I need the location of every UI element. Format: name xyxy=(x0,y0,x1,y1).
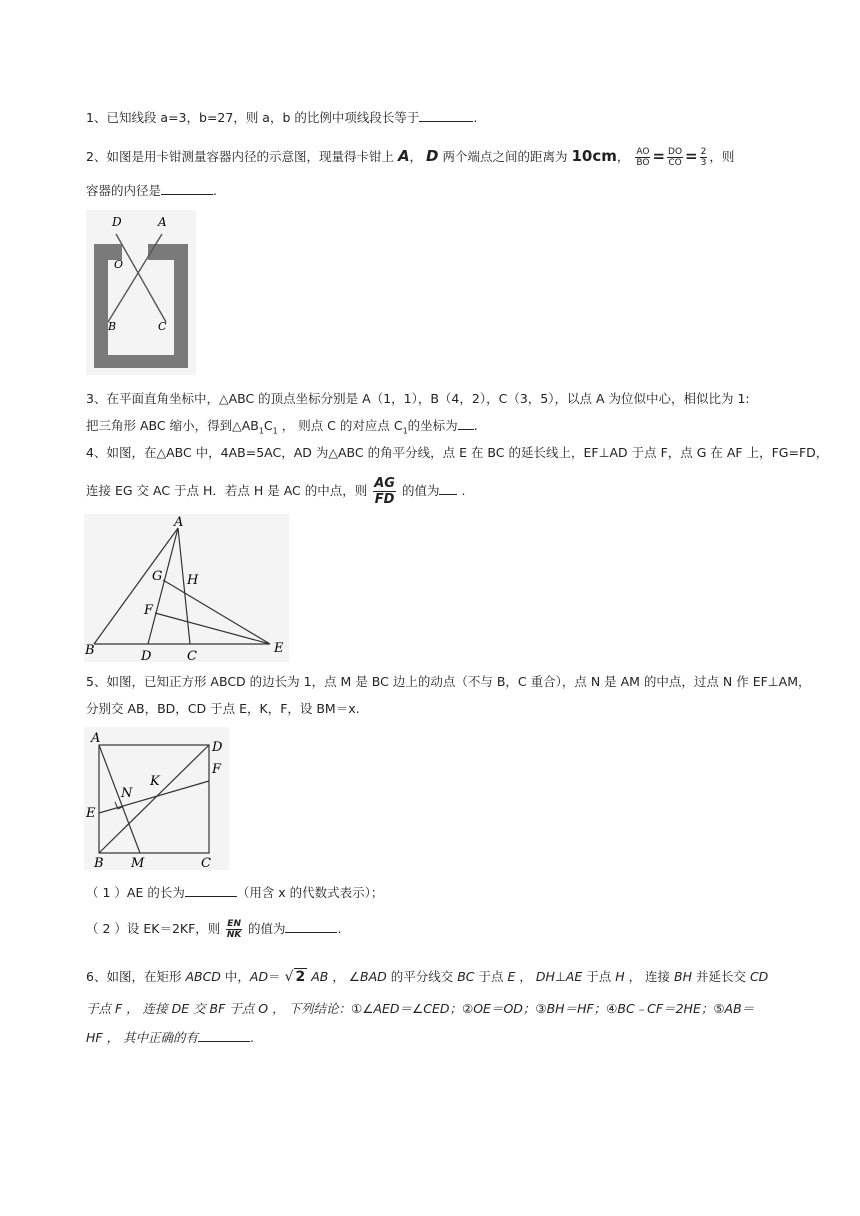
q4-line2a: 连接 EG 交 AC 于点 H．若点 H 是 AC 的中点，则 xyxy=(86,483,372,498)
question-3-line-2 xyxy=(86,416,478,442)
answer-blank xyxy=(285,919,337,933)
q5-line2: 分别交 AB，BD，CD 于点 E，K，F，设 BM＝x. xyxy=(86,701,360,716)
question-4 xyxy=(86,443,828,463)
label-o: O xyxy=(114,258,124,271)
q1-end: . xyxy=(473,110,478,125)
question-5-part-1 xyxy=(86,883,383,903)
q2-end: . xyxy=(213,183,217,198)
question-6-line-2 xyxy=(86,999,754,1019)
q6-h: H xyxy=(615,969,625,984)
q2-equals-2: = xyxy=(685,147,698,165)
label-c: C xyxy=(187,649,197,662)
question-5-part-2 xyxy=(86,916,341,942)
q6-line2: 于点 F ， 连接 DE 交 BF 于点 O ， 下列结论：①∠AED＝∠CED；②OE＝OD；③BH＝HF；④BC﹣CF＝2HE；⑤AB＝ xyxy=(86,1001,755,1016)
q3-line2a: 把三角形 ABC 缩小，得到△AB xyxy=(86,418,259,433)
q6-e: E xyxy=(507,969,516,984)
answer-blank xyxy=(198,1028,250,1042)
label-g: G xyxy=(152,569,163,584)
q3-line2c: ， 则点 C 的对应点 C xyxy=(277,418,403,433)
q6-l1d: ， ∠ xyxy=(328,969,361,984)
q4-line2b: 的值为 xyxy=(397,483,440,498)
q6-cd: CD xyxy=(749,969,769,984)
label-c: C xyxy=(201,856,211,870)
q6-l1g: ， xyxy=(515,969,536,984)
q3-line2d: 的坐标为 xyxy=(407,418,458,433)
q5-sub2a: （ 2 ）设 EK＝2KF，则 xyxy=(86,921,225,936)
q6-dh: DH xyxy=(535,969,555,984)
answer-blank xyxy=(439,481,457,495)
label-n: N xyxy=(121,786,133,801)
question-2 xyxy=(86,143,734,170)
label-k: K xyxy=(150,774,160,789)
q6-abcd: ABCD xyxy=(185,969,221,984)
figure-background xyxy=(84,514,289,662)
label-h: H xyxy=(187,573,199,588)
question-1 xyxy=(86,108,477,128)
q6-ad: AD xyxy=(249,969,269,984)
label-c: C xyxy=(158,320,167,333)
question-2-line-2 xyxy=(86,181,217,201)
q5-line1: 5、如图，已知正方形 ABCD 的边长为 1，点 M 是 BC 边上的动点（不与 B，C 重合），点 N 是 AM 的中点，过点 N 作 EF⊥AM， xyxy=(86,674,811,689)
label-m: M xyxy=(131,856,145,870)
label-d: D xyxy=(212,740,223,755)
q3-sub3: 1 xyxy=(402,426,408,436)
label-a: A xyxy=(174,515,184,530)
q2-distance: 10cm xyxy=(571,147,617,165)
q5-sub2end: . xyxy=(337,921,342,936)
q6-radicand: 2 xyxy=(295,969,306,985)
question-6 xyxy=(86,964,768,990)
q6-l1j: ， 连接 xyxy=(624,969,675,984)
q4-line1: 4、如图，在△ABC 中，4AB=5AC，AD 为△ABC 的角平分线，点 E 在 BC 的延长线上，EF⊥AD 于点 F，点 G 在 AF 上，FG=FD， xyxy=(86,445,829,460)
question-6-line-3 xyxy=(86,1028,254,1048)
label-b: B xyxy=(94,856,104,870)
triangle-figure xyxy=(84,514,289,662)
answer-blank xyxy=(419,108,473,122)
q6-l1b: 中， xyxy=(220,969,250,984)
q2-line2: 容器的内径是 xyxy=(86,183,162,198)
q2-point-a: A xyxy=(397,147,410,165)
q6-ab: AB xyxy=(307,969,329,984)
q6-bad: BAD xyxy=(360,969,387,984)
question-5 xyxy=(86,672,811,692)
q6-l1f: 于点 xyxy=(474,969,508,984)
q5-sub1a: （ 1 ）AE 的长为 xyxy=(86,885,185,900)
label-e: E xyxy=(86,806,96,821)
q2-suffix: ，则 xyxy=(709,149,735,164)
q6-l1c: ＝ xyxy=(268,969,285,984)
q6-l1k: 并延长交 xyxy=(692,969,750,984)
label-b: B xyxy=(108,320,117,333)
q3-line1: 3、在平面直角坐标中，△ABC 的顶点坐标分别是 A（1，1），B（4，2），C（3，5），以点 A 为位似中心，相似比为 1: xyxy=(86,391,750,406)
q2-equals: = xyxy=(652,147,666,165)
label-e: E xyxy=(274,641,284,656)
answer-blank xyxy=(161,181,213,195)
q3-end: . xyxy=(473,418,478,433)
question-5-line-2 xyxy=(86,699,360,719)
q3-line2b: C xyxy=(263,418,273,433)
q6-bh: BH xyxy=(674,969,692,984)
q6-l1e: 的平分线交 xyxy=(386,969,458,984)
label-a: A xyxy=(91,731,101,746)
label-a: A xyxy=(158,215,167,229)
square-figure xyxy=(84,727,229,870)
q5-sub2b: 的值为 xyxy=(243,921,286,936)
q2-sep: ， xyxy=(409,149,423,164)
q5-sub1b: （用含 x 的代数式表示）； xyxy=(236,885,384,900)
q2-fraction-do-co: $\frac{DO}{CO}$ xyxy=(668,147,683,168)
q1-text: 1、已知线段 a=3，b=27，则 a，b 的比例中项线段长等于 xyxy=(86,110,420,125)
q6-line3a: HF ， 其中正确的有 xyxy=(86,1030,199,1045)
q4-end: . xyxy=(457,483,466,498)
q6-end: . xyxy=(250,1030,255,1045)
q2-comma: ， xyxy=(616,149,630,164)
q6-l1h: ⊥ xyxy=(554,969,566,984)
question-4-line-2 xyxy=(86,476,465,507)
q2-mid: 两个端点之间的距离为 xyxy=(438,149,572,164)
label-f: F xyxy=(144,603,154,618)
q2-fraction-2-3: $\frac{2}{3}$ xyxy=(700,147,707,168)
q6-ae: AE xyxy=(565,969,583,984)
label-d: D xyxy=(141,649,152,662)
q6-l1a: 6、如图，在矩形 xyxy=(86,969,186,984)
q2-point-d: D xyxy=(426,147,439,165)
label-f: F xyxy=(212,762,222,777)
figure-background xyxy=(84,727,229,870)
question-3 xyxy=(86,389,750,409)
q5-fraction-en-nk: $\frac{EN}{NK}$ xyxy=(226,919,242,940)
q3-sub1: 1 xyxy=(258,426,264,436)
label-d: D xyxy=(112,215,122,229)
q6-bc: BC xyxy=(457,969,475,984)
answer-blank xyxy=(185,883,237,897)
q4-fraction-ag-fd: $\frac{AG}{FD}$ xyxy=(374,476,395,507)
q2-prefix: 2、如图是用卡钳测量容器内径的示意图，现量得卡钳上 xyxy=(86,149,398,164)
q3-sub2: 1 xyxy=(272,426,278,436)
q6-l1i: 于点 xyxy=(582,969,616,984)
q2-fraction-ao-bo: $\frac{AO}{BO}$ xyxy=(636,147,650,168)
label-b: B xyxy=(85,643,95,658)
answer-blank xyxy=(458,416,474,430)
caliper-figure xyxy=(86,210,196,375)
sqrt-symbol: √ 2 xyxy=(284,969,306,985)
